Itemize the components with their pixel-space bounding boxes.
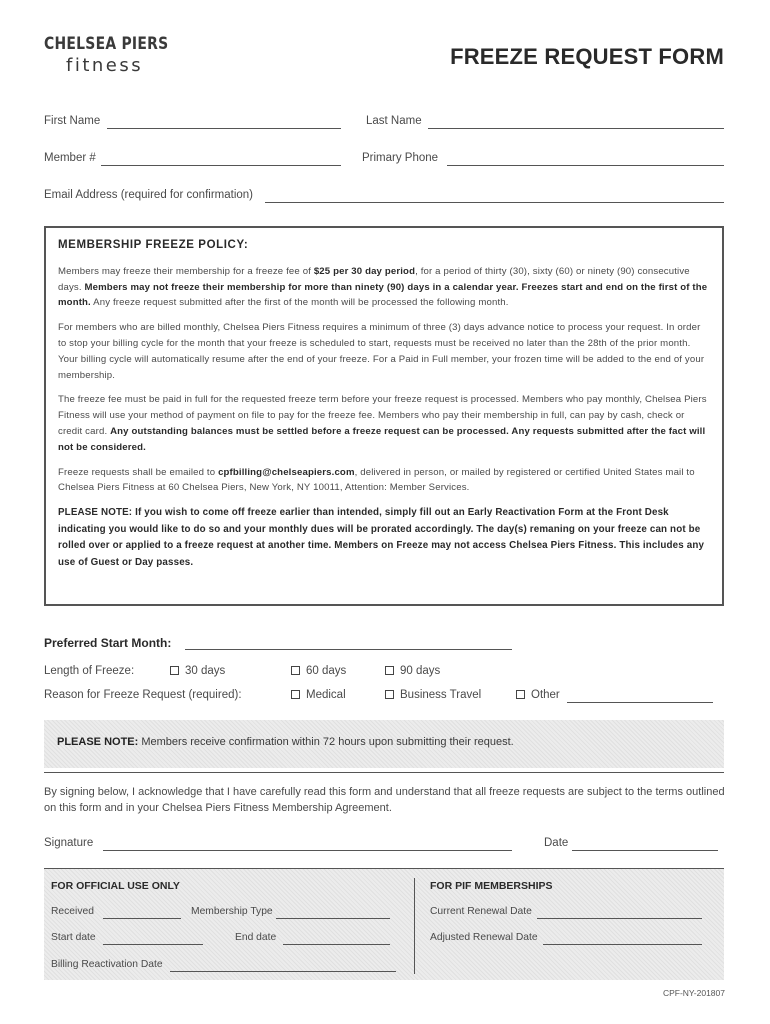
received-label: Received — [51, 906, 94, 917]
last-name-label: Last Name — [366, 115, 422, 127]
option-medical[interactable]: Medical — [291, 689, 346, 701]
freeze-policy-box — [44, 226, 724, 606]
length-of-freeze-label: Length of Freeze: — [44, 665, 135, 677]
option-30-days[interactable]: 30 days — [170, 665, 225, 677]
current-renewal-field[interactable] — [537, 906, 702, 919]
adjusted-renewal-field[interactable] — [543, 932, 702, 945]
other-reason-field[interactable] — [567, 690, 713, 703]
primary-phone-field[interactable] — [447, 153, 724, 166]
policy-heading: MEMBERSHIP FREEZE POLICY: — [58, 239, 249, 251]
page-title: FREEZE REQUEST FORM — [450, 44, 724, 69]
billing-reactivation-label: Billing Reactivation Date — [51, 959, 163, 970]
start-date-label: Start date — [51, 932, 96, 943]
billing-email: cpfbilling@chelseapiers.com — [218, 466, 355, 478]
membership-type-field[interactable] — [276, 906, 390, 919]
checkbox-icon[interactable] — [170, 666, 179, 675]
option-90-days[interactable]: 90 days — [385, 665, 440, 677]
preferred-start-month-label: Preferred Start Month: — [44, 636, 172, 650]
brand-logo-text: CHELSEA PIERS — [44, 34, 169, 54]
last-name-field[interactable] — [428, 116, 724, 129]
member-number-label: Member # — [44, 152, 96, 164]
end-date-label: End date — [235, 932, 277, 943]
email-field[interactable] — [265, 190, 724, 203]
end-date-field[interactable] — [283, 932, 390, 945]
membership-type-label: Membership Type — [191, 906, 273, 917]
divider — [44, 868, 724, 869]
date-label: Date — [544, 837, 569, 849]
freeze-fee: $25 per 30 day period — [313, 265, 416, 277]
reason-label: Reason for Freeze Request (required): — [44, 689, 242, 701]
member-number-field[interactable] — [101, 153, 341, 166]
policy-paragraph-payment: The freeze fee must be paid in full for the requested freeze term before your freeze request is processed. Members who pay monthly, Chelsea Piers Fitness will use your method of payment on file to pay for the freeze fee. Members who pay their membership in full, can pay by cash, check or credit card. Any outstanding balances must be settled before a freeze request can be processed. Any requests submitted after the fact will not be considered. — [58, 394, 707, 453]
confirmation-note: PLEASE NOTE: Members receive confirmation within 72 hours upon submitting their request. — [57, 736, 514, 748]
checkbox-icon[interactable] — [385, 690, 394, 699]
checkbox-icon[interactable] — [291, 690, 300, 699]
checkbox-icon[interactable] — [291, 666, 300, 675]
policy-paragraph-billing: For members who are billed monthly, Chelsea Piers Fitness requires a minimum of three (3) days advance notice to process your request. In order to stop your billing cycle for the month that your freeze is scheduled to start, requests must be received no later than the 28th of the prior month. Your billing cycle will automatically resume after the end of your freeze. For a Paid in Full member, your frozen time will be added to the end of your membership. — [58, 322, 705, 381]
divider — [414, 878, 415, 974]
policy-paragraph-submission: Freeze requests shall be emailed to cpfbilling@chelseapiers.com, delivered in person, or mailed by registered or certified United States mail to Chelsea Piers Fitness at 60 Chelsea Piers, New York, NY 10011, Attention: Member Services. — [58, 466, 695, 494]
policy-please-note: PLEASE NOTE: If you wish to come off freeze earlier than intended, simply fill out an Early Reactivation Form at the Front Desk indicating you would like to do so and your monthly dues will be prorated accordingly. The day(s) remaning on your freeze can not be rolled over or applied to a freeze request at another time. Members on Freeze may not access Chelsea Piers Fitness. This includes any use of Guest or Day passes. — [58, 507, 705, 568]
signature-label: Signature — [44, 837, 94, 849]
signature-field[interactable] — [103, 838, 512, 851]
acknowledgement-text: By signing below, I acknowledge that I have carefully read this form and understand that all freeze requests are subject to the terms outlined on this form and in your Chelsea Piers Fitness Membership Agreement. — [44, 786, 725, 814]
start-date-field[interactable] — [103, 932, 203, 945]
option-business-travel[interactable]: Business Travel — [385, 689, 481, 701]
checkbox-icon[interactable] — [516, 690, 525, 699]
brand-logo-subtext: fitness — [66, 55, 144, 76]
primary-phone-label: Primary Phone — [362, 152, 439, 164]
first-name-label: First Name — [44, 115, 101, 127]
received-field[interactable] — [103, 906, 181, 919]
billing-reactivation-field[interactable] — [170, 959, 396, 972]
checkbox-icon[interactable] — [385, 666, 394, 675]
form-code: CPF-NY-201807 — [662, 988, 725, 998]
official-use-title: FOR OFFICIAL USE ONLY — [51, 880, 180, 892]
preferred-start-month-field[interactable] — [185, 637, 512, 650]
option-60-days[interactable]: 60 days — [291, 665, 346, 677]
first-name-field[interactable] — [107, 116, 341, 129]
option-other[interactable]: Other — [516, 689, 560, 701]
confirmation-note-band — [44, 720, 724, 768]
email-label: Email Address (required for confirmation) — [44, 189, 253, 201]
adjusted-renewal-label: Adjusted Renewal Date — [430, 932, 538, 943]
policy-paragraph-fee: Members may freeze their membership for a freeze fee of $25 per 30 day period, for a period of thirty (30), sixty (60) or ninety (90) consecutive days. Members may not freeze their membership for more than ninety (90) days in a calendar year. Freezes start and end on the first of the month. Any freeze request submitted after the first of the month will be processed the following month. — [58, 265, 708, 309]
date-field[interactable] — [572, 838, 718, 851]
pif-title: FOR PIF MEMBERSHIPS — [430, 880, 553, 892]
current-renewal-label: Current Renewal Date — [430, 906, 532, 917]
divider — [44, 772, 724, 773]
